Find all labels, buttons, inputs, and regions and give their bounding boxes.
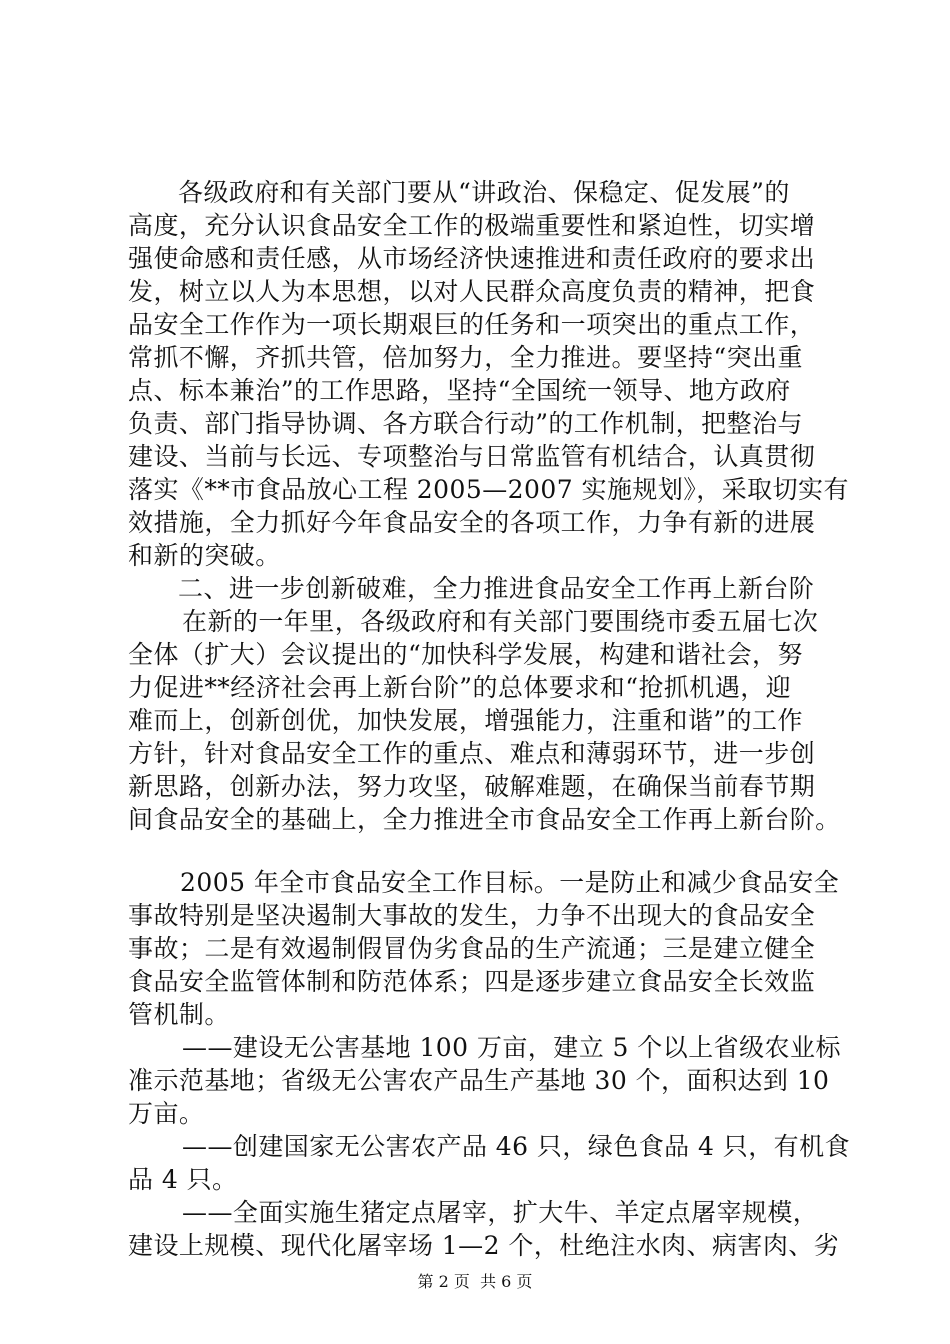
paragraph-2-line: 难而上，创新创优，加快发展，增强能力，注重和谐”的工作 bbox=[128, 706, 803, 735]
list-item-line: ——建设无公害基地 100 万亩，建立 5 个以上省级农业标 bbox=[182, 1033, 841, 1062]
paragraph-3-line: 食品安全监管体制和防范体系；四是逐步建立食品安全长效监 bbox=[128, 967, 816, 996]
paragraph-2-line: 方针，针对食品安全工作的重点、难点和薄弱环节，进一步创 bbox=[128, 739, 816, 768]
page-footer: 第 2 页 共 6 页 bbox=[417, 1272, 533, 1291]
list-item-line: 品 4 只。 bbox=[128, 1165, 238, 1194]
list-item-line: 建设上规模、现代化屠宰场 1—2 个，杜绝注水肉、病害肉、劣 bbox=[128, 1231, 840, 1260]
list-item-line: 准示范基地；省级无公害农产品生产基地 30 个，面积达到 10 bbox=[128, 1066, 830, 1095]
paragraph-3-line: 事故特别是坚决遏制大事故的发生，力争不出现大的食品安全 bbox=[128, 901, 816, 930]
paragraph-1-line: 各级政府和有关部门要从“讲政治、保稳定、促发展”的 bbox=[178, 178, 790, 207]
paragraph-1-line: 落实《**市食品放心工程 2005—2007 实施规划》，采取切实有 bbox=[128, 475, 849, 504]
paragraph-2-line: 力促进**经济社会再上新台阶”的总体要求和“抢抓机遇，迎 bbox=[128, 673, 792, 702]
paragraph-1-line: 发，树立以人为本思想，以对人民群众高度负责的精神，把食 bbox=[128, 277, 816, 306]
paragraph-3-line: 事故；二是有效遏制假冒伪劣食品的生产流通；三是建立健全 bbox=[128, 934, 816, 963]
list-item-line: 万亩。 bbox=[128, 1099, 205, 1128]
paragraph-2-line: 在新的一年里，各级政府和有关部门要围绕市委五届七次 bbox=[182, 607, 819, 636]
paragraph-1-line: 品安全工作作为一项长期艰巨的任务和一项突出的重点工作， bbox=[128, 310, 816, 339]
paragraph-2-line: 间食品安全的基础上，全力推进全市食品安全工作再上新台阶。 bbox=[128, 805, 841, 834]
paragraph-3-line: 管机制。 bbox=[128, 1000, 230, 1029]
paragraph-1-line: 建设、当前与长远、专项整治与日常监管有机结合，认真贯彻 bbox=[128, 442, 816, 471]
list-item-line: ——创建国家无公害农产品 46 只，绿色食品 4 只，有机食 bbox=[182, 1132, 851, 1161]
paragraph-1-line: 常抓不懈，齐抓共管，倍加努力，全力推进。要坚持“突出重 bbox=[128, 343, 803, 372]
paragraph-1-line: 和新的突破。 bbox=[128, 541, 281, 570]
paragraph-1-line: 效措施，全力抓好今年食品安全的各项工作，力争有新的进展 bbox=[128, 508, 816, 537]
paragraph-1-line: 强使命感和责任感，从市场经济快速推进和责任政府的要求出 bbox=[128, 244, 816, 273]
section-heading: 二、进一步创新破难，全力推进食品安全工作再上新台阶 bbox=[178, 574, 815, 603]
paragraph-2-line: 全体（扩大）会议提出的“加快科学发展，构建和谐社会，努 bbox=[128, 640, 803, 669]
paragraph-1-line: 负责、部门指导协调、各方联合行动”的工作机制，把整治与 bbox=[128, 409, 803, 438]
paragraph-1-line: 高度，充分认识食品安全工作的极端重要性和紧迫性，切实增 bbox=[128, 211, 816, 240]
list-item-line: ——全面实施生猪定点屠宰，扩大牛、羊定点屠宰规模， bbox=[182, 1198, 819, 1227]
paragraph-2-line: 新思路，创新办法，努力攻坚，破解难题，在确保当前春节期 bbox=[128, 772, 816, 801]
paragraph-3-line: 2005 年全市食品安全工作目标。一是防止和减少食品安全 bbox=[180, 868, 840, 897]
paragraph-1-line: 点、标本兼治”的工作思路，坚持“全国统一领导、地方政府 bbox=[128, 376, 791, 405]
